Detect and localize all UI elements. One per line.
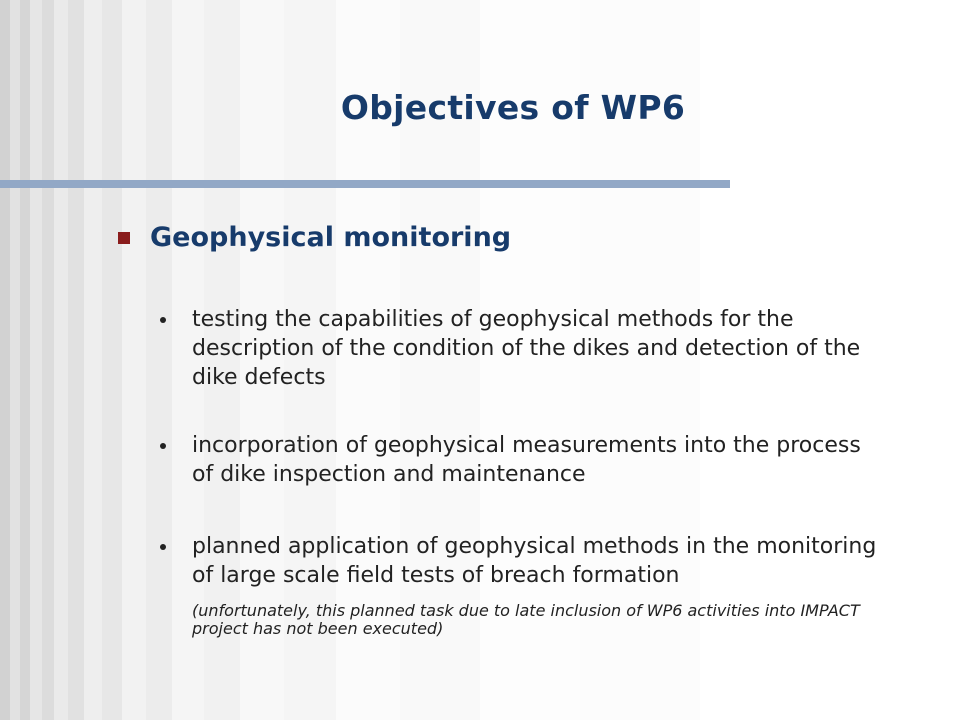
round-bullet-icon [160, 443, 166, 449]
bullet-item [160, 305, 880, 392]
bullet-item [160, 431, 880, 489]
bullet-text: testing the capabilities of geophysical methods for the description of the condition of the dikes and detection of the dike defects [192, 307, 861, 390]
bullet-text: planned application of geophysical methods in the monitoring of large scale field tests of breach formation [192, 534, 877, 588]
slide-title: Objectives of WP6 [340, 88, 686, 127]
square-bullet-icon [118, 232, 130, 244]
heading-row [118, 222, 511, 253]
bullet-note: (unfortunately, this planned task due to late inclusion of WP6 activities into IMPACT project has not been executed) [192, 601, 860, 638]
bullet-text: incorporation of geophysical measurements into the process of dike inspection and maintenance [192, 433, 861, 487]
round-bullet-icon [160, 544, 166, 550]
title-divider [0, 180, 730, 188]
section-heading: Geophysical monitoring [150, 222, 512, 253]
bullet-item [160, 532, 880, 654]
round-bullet-icon [160, 317, 166, 323]
